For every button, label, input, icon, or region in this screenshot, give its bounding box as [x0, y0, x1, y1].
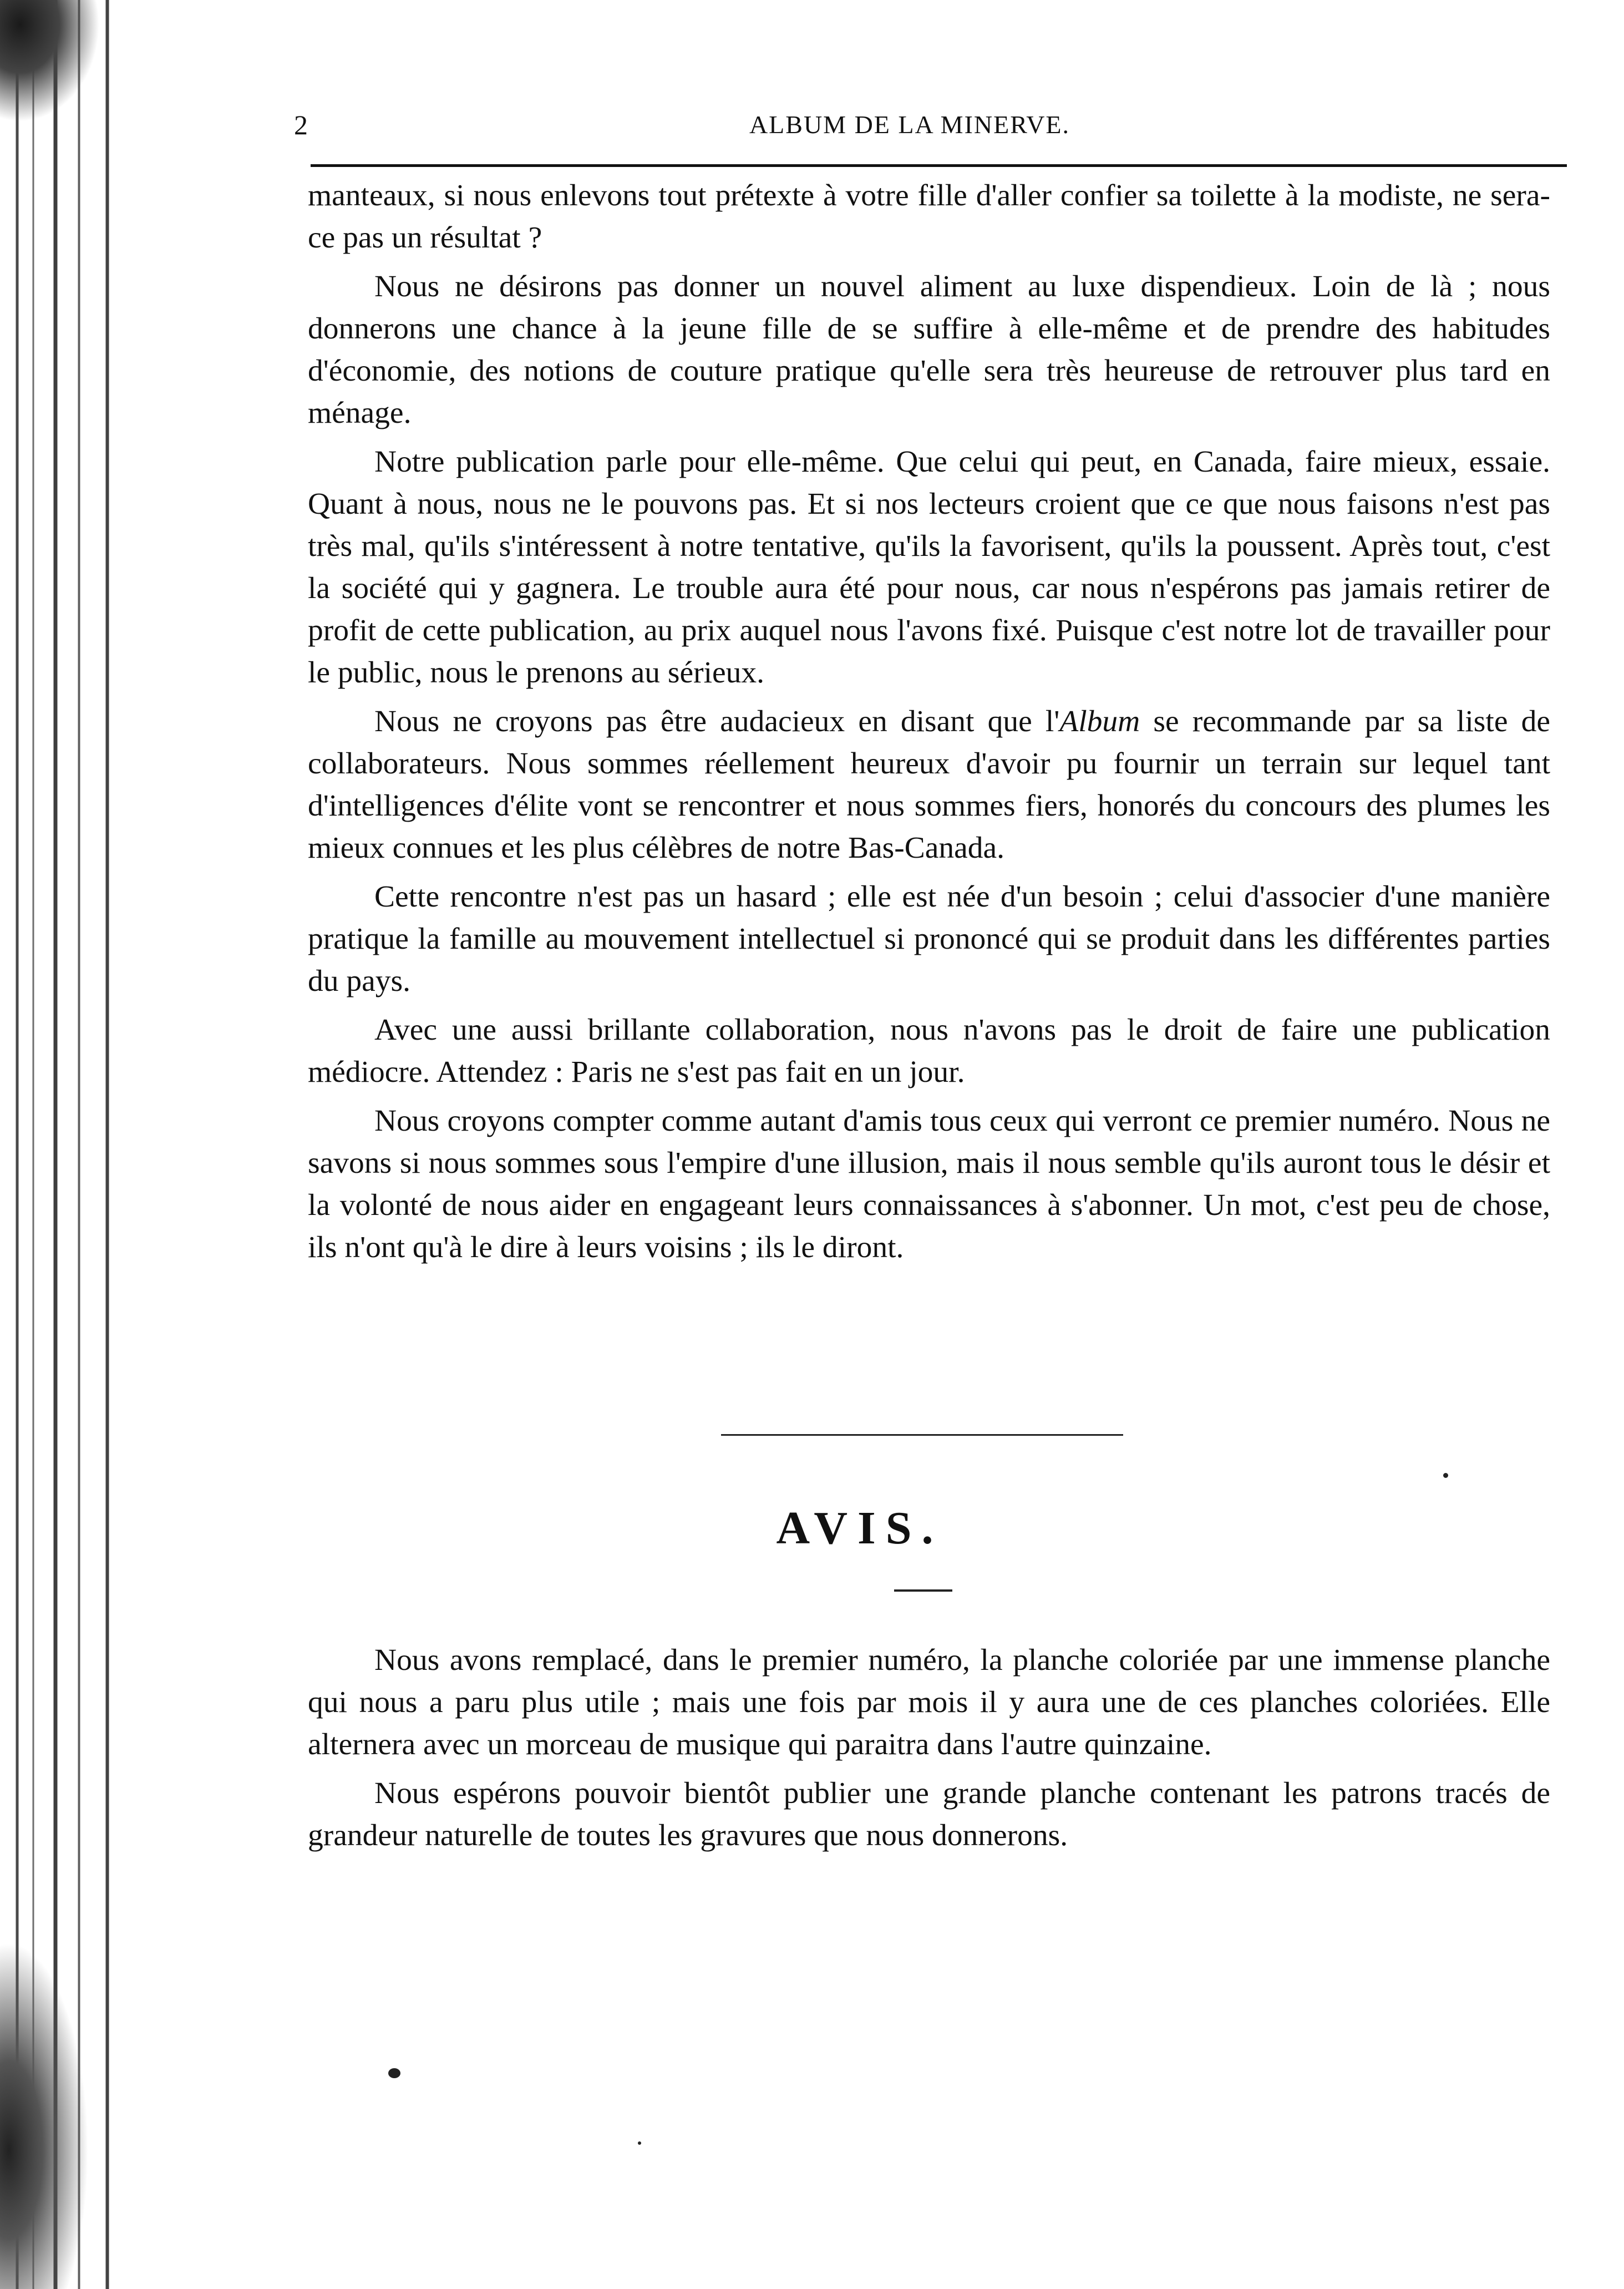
ink-speck: [1443, 1473, 1448, 1478]
album-text-before: Nous ne croyons pas être audacieux en disant que l': [374, 705, 1060, 738]
avis-heading: AVIS.: [776, 1502, 943, 1554]
scan-smudge-bottom: [0, 1942, 89, 2289]
avis-text: [308, 1639, 1550, 1863]
paragraph: Avec une aussi brillante collaboration, nous n'avons pas le droit de faire une publication médiocre. Attendez : Paris ne s'est pas fait en un jour.: [308, 1013, 1550, 1089]
paragraph: Nous ne désirons pas donner un nouvel aliment au luxe dispendieux. Loin de là ; nous donnerons une chance à la jeune fille de se suffire à elle-même et de prendre des habitudes d'économie, des notions de couture pratique qu'elle sera très heureuse de retrouver plus tard en ménage.: [308, 270, 1550, 430]
body-text: [308, 175, 1550, 1275]
paragraph: Notre publication parle pour elle-même. Que celui qui peut, en Canada, faire mieux, essaie. Quant à nous, nous ne le pouvons pas. Et si nos lecteurs croient que ce que nous faisons n'est pas très mal, qu'ils s'intéressent à notre tentative, qu'ils la favorisent, qu'ils la poussent. Après tout, c'est la société qui y gagnera. Le trouble aura été pour nous, car nous n'espérons pas jamais retirer de profit de cette publication, au prix auquel nous l'avons fixé. Puisque c'est notre lot de travailler pour le public, nous le prenons au sérieux.: [308, 445, 1550, 690]
paragraph-continued: manteaux, si nous enlevons tout prétexte à votre fille d'aller confier sa toilette à la modiste, ne sera-ce pas un résultat ?: [308, 179, 1550, 255]
ink-speck: [388, 2068, 400, 2078]
paragraph-album: [308, 701, 1550, 869]
scan-smudge-top: [0, 0, 100, 122]
album-italic: Album: [1059, 705, 1140, 738]
paragraph: Nous croyons compter comme autant d'amis tous ceux qui verront ce premier numéro. Nous ne savons si nous sommes sous l'empire d'une illusion, mais il nous semble qu'ils auront tous le désir et la volonté de nous aider en engageant leurs connaissances à s'abonner. Un mot, c'est peu de chose, ils n'ont qu'à le dire à leurs voisins ; ils le diront.: [308, 1104, 1550, 1264]
paragraph: Cette rencontre n'est pas un hasard ; elle est née d'un besoin ; celui d'associer d'une manière pratique la famille au mouvement intellectuel si prononcé qui se produit dans les différentes parties du pays.: [308, 880, 1550, 998]
avis-paragraph: Nous espérons pouvoir bientôt publier une grande planche contenant les patrons tracés de grandeur naturelle de toutes les gravures que nous donnerons.: [308, 1776, 1550, 1852]
running-title: ALBUM DE LA MINERVE.: [749, 110, 1070, 139]
avis-underline: [894, 1589, 952, 1592]
header-rule: [311, 164, 1567, 167]
page-number: 2: [294, 109, 308, 140]
section-divider: [721, 1434, 1123, 1436]
avis-paragraph: Nous avons remplacé, dans le premier numéro, la planche coloriée par une immense planche qui nous a paru plus utile ; mais une fois par mois il y aura une de ces planches coloriées. Elle alternera avec un morceau de musique qui paraitra dans l'autre quinzaine.: [308, 1643, 1550, 1761]
page-header: [294, 103, 1570, 147]
ink-speck: [638, 2141, 641, 2145]
album-text-after: se recommande par sa liste de collaborateurs. Nous sommes réellement heureux d'avoir pu fournir un terrain sur lequel tant d'intelligences d'élite vont se rencontrer et nous sommes fiers, honorés du concours des plumes les mieux connues et les plus célèbres de notre Bas-Canada.: [308, 705, 1551, 865]
